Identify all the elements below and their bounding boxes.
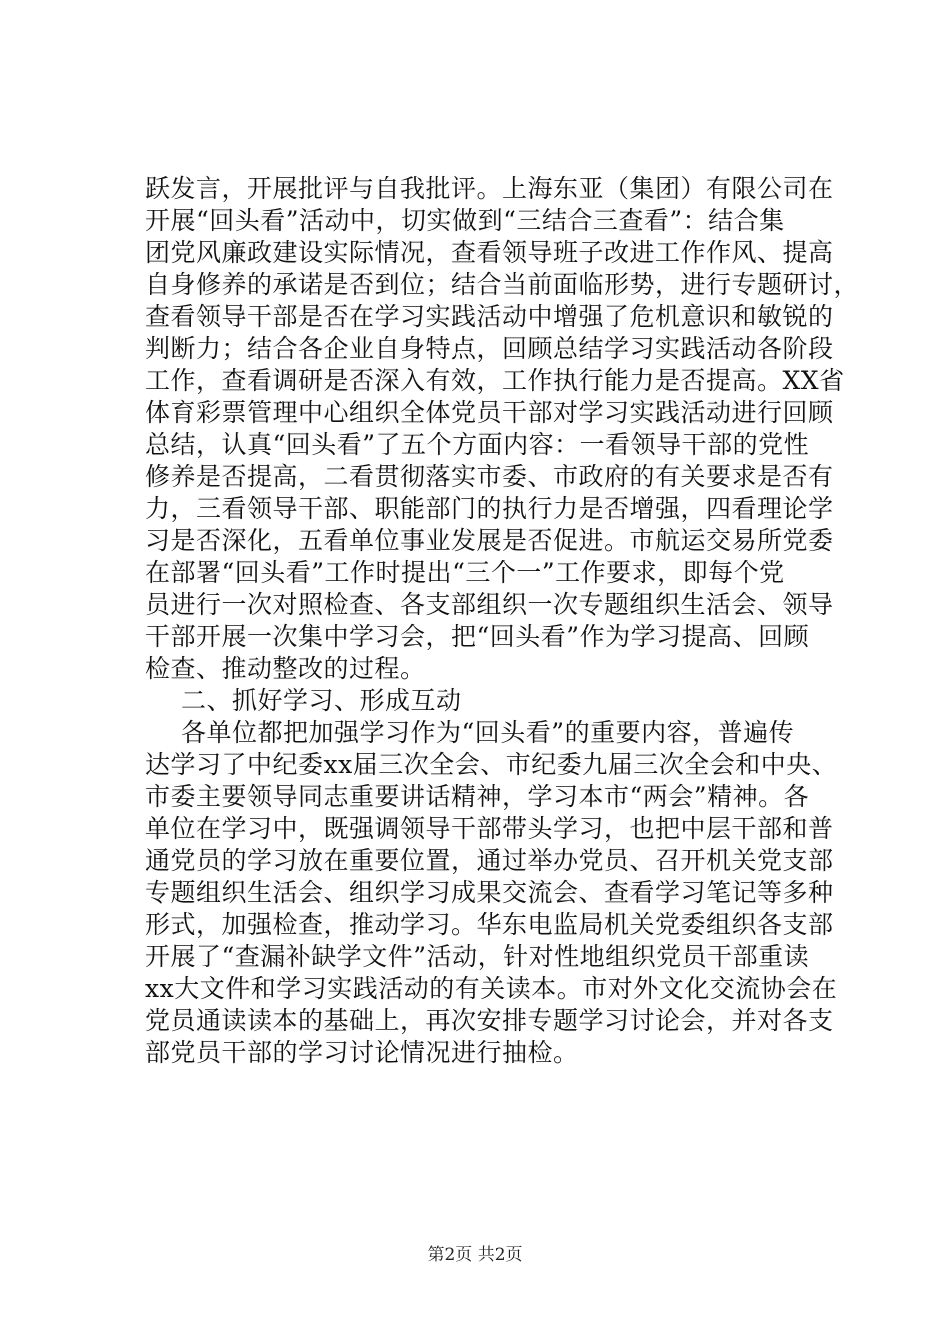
text-line: 部党员干部的学习讨论情况进行抽检。 xyxy=(145,1038,579,1067)
page-footer xyxy=(0,1244,950,1266)
text-line: 工作，查看调研是否深入有效，工作执行能力是否提高。XX省 xyxy=(145,366,845,395)
text-line: 市委主要领导同志重要讲话精神，学习本市“两会”精神。各 xyxy=(145,782,810,811)
text-line: 通党员的学习放在重要位置，通过举办党员、召开机关党支部 xyxy=(145,846,834,875)
text-line: 判断力；结合各企业自身特点，回顾总结学习实践活动各阶段 xyxy=(145,334,834,363)
text-line: 达学习了中纪委xx届三次全会、市纪委九届三次全会和中央、 xyxy=(145,750,838,779)
text-line: 检查、推动整改的过程。 xyxy=(145,654,426,683)
text-line: 各单位都把加强学习作为“回头看”的重要内容，普遍传 xyxy=(181,718,795,747)
text-line: 员进行一次对照检查、各支部组织一次专题组织生活会、领导 xyxy=(145,590,834,619)
text-line: 开展了“查漏补缺学文件”活动，针对性地组织党员干部重读 xyxy=(145,942,810,971)
text-line: 总结，认真“回头看”了五个方面内容：一看领导干部的党性 xyxy=(145,430,810,459)
page-number: 第2页 共2页 xyxy=(427,1245,523,1265)
text-line: 跃发言，开展批评与自我批评。上海东亚（集团）有限公司在 xyxy=(145,174,834,203)
text-line: 习是否深化，五看单位事业发展是否促进。市航运交易所党委 xyxy=(145,526,834,555)
text-line: 干部开展一次集中学习会，把“回头看”作为学习提高、回顾 xyxy=(145,622,810,651)
text-line: 团党风廉政建设实际情况，查看领导班子改进工作作风、提高 xyxy=(145,238,834,267)
text-line: 在部署“回头看”工作时提出“三个一”工作要求，即每个党 xyxy=(145,558,785,587)
section-heading: 二、抓好学习、形成互动 xyxy=(181,686,462,715)
text-line: 专题组织生活会、组织学习成果交流会、查看学习笔记等多种 xyxy=(145,878,834,907)
text-line: 查看领导干部是否在学习实践活动中增强了危机意识和敏锐的 xyxy=(145,302,834,331)
text-line: 形式，加强检查，推动学习。华东电监局机关党委组织各支部 xyxy=(145,910,834,939)
text-line: 力，三看领导干部、职能部门的执行力是否增强，四看理论学 xyxy=(145,494,834,523)
text-line: 自身修养的承诺是否到位；结合当前面临形势，进行专题研讨， xyxy=(145,270,860,299)
text-line: 开展“回头看”活动中，切实做到“三结合三查看”：结合集 xyxy=(145,206,785,235)
text-line: 体育彩票管理中心组织全体党员干部对学习实践活动进行回顾 xyxy=(145,398,834,427)
text-line: 修养是否提高，二看贯彻落实市委、市政府的有关要求是否有 xyxy=(145,462,834,491)
text-line: 单位在学习中，既强调领导干部带头学习，也把中层干部和普 xyxy=(145,814,834,843)
paragraph-continuation xyxy=(145,173,860,685)
document-body xyxy=(145,173,860,1069)
paragraph xyxy=(145,717,838,1069)
text-line: 党员通读读本的基础上，再次安排专题学习讨论会，并对各支 xyxy=(145,1006,834,1035)
text-line: xx大文件和学习实践活动的有关读本。市对外文化交流协会在 xyxy=(145,974,838,1003)
